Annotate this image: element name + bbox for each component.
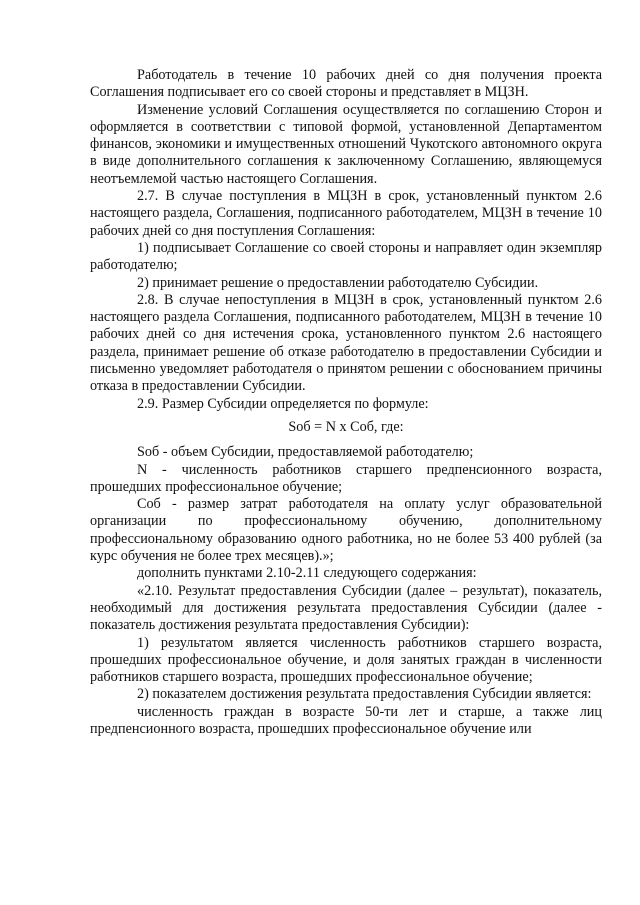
paragraph: Изменение условий Соглашения осуществляется по соглашению Сторон и оформляется в соответствии с типовой формой, установленной Департаментом финансов, экономики и имущественных отношений Чукотского автономного округа в виде дополнительного соглашения к заключенному Соглашению, являющемуся неотъемлемой частью настоящего Соглашения.: [90, 101, 602, 187]
paragraph: 1) подписывает Соглашение со своей стороны и направляет один экземпляр работодателю;: [90, 239, 602, 274]
paragraph: 1) результатом является численность работников старшего возраста, прошедших профессиональное обучение, и доля занятых граждан в численности работников старшего возраста, прошедших профессиональное обучение;: [90, 634, 602, 686]
paragraph: Соб - размер затрат работодателя на оплату услуг образовательной организации по профессиональному обучению, дополнительному профессиональному образованию одного работника, но не более 53 400 рублей (за курс обучения не более трех месяцев).»;: [90, 496, 602, 565]
formula: Sоб = N x Соб, где:: [288, 418, 404, 435]
paragraph: 2.8. В случае непоступления в МЦЗН в срок, установленный пунктом 2.6 настоящего раздела Соглашения, подписанного работодателем, МЦЗН в течение 10 рабочих дней со дня истечения срока, установленного пунктом 2.6 настоящего раздела, принимает решение об отказе работодателю в предоставлении Субсидии и письменно уведомляет работодателя о принятом решении с обоснованием причины отказа в предоставлении Субсидии.: [90, 291, 602, 395]
paragraph: 2) принимает решение о предоставлении работодателю Субсидии.: [137, 274, 539, 291]
paragraph: «2.10. Результат предоставления Субсидии (далее – результат), показатель, необходимый для достижения результата предоставления Субсидии (далее - показатель достижения результата предоставления Субсидии):: [90, 582, 602, 634]
paragraph: численность граждан в возрасте 50-ти лет и старше, а также лиц предпенсионного возраста, прошедших профессиональное обучение или: [90, 703, 602, 737]
paragraph: Sоб - объем Субсидии, предоставляемой работодателю;: [137, 444, 474, 461]
paragraph: 2) показателем достижения результата предоставления Субсидии является:: [137, 686, 592, 703]
document-body: [90, 67, 602, 738]
paragraph: Работодатель в течение 10 рабочих дней со дня получения проекта Соглашения подписывает его со своей стороны и представляет в МЦЗН.: [90, 67, 602, 101]
paragraph: дополнить пунктами 2.10-2.11 следующего содержания:: [137, 565, 477, 582]
paragraph: 2.7. В случае поступления в МЦЗН в срок, установленный пунктом 2.6 настоящего раздела, Соглашения, подписанного работодателем, МЦЗН в течение 10 рабочих дней со дня поступления Соглашения:: [90, 188, 602, 239]
paragraph: 2.9. Размер Субсидии определяется по формуле:: [137, 395, 429, 412]
paragraph: N - численность работников старшего предпенсионного возраста, прошедших профессиональное обучение;: [90, 461, 602, 495]
